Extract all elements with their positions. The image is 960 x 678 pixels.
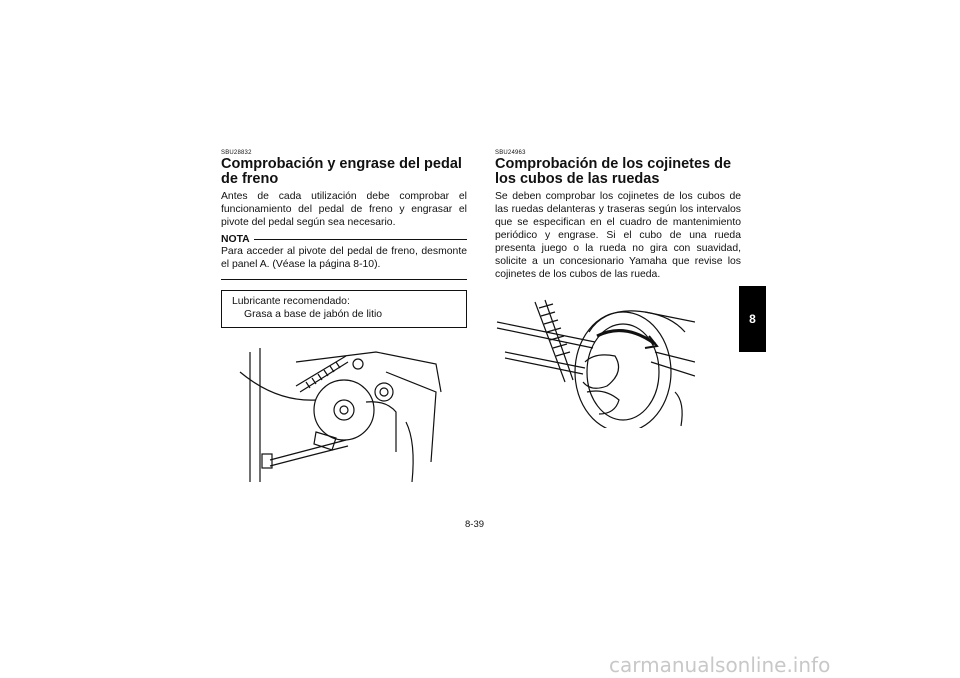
page-number: 8-39 <box>465 519 485 530</box>
watermark: carmanualsonline.info <box>609 653 831 677</box>
section-code: SBU24963 <box>495 150 526 156</box>
right-column <box>495 150 741 281</box>
nota-end-rule <box>221 279 467 280</box>
left-column <box>221 150 467 328</box>
chapter-tab: 8 <box>739 286 766 352</box>
brake-pedal-illustration <box>236 342 446 484</box>
wheel-bearings-body: Se deben comprobar los cojinetes de los cubos de las ruedas delanteras y traseras según los intervalos que se especifican en el cuadro de mantenimiento periódico y engrase. Si el cubo de una rueda presenta juego o la rueda no gira con suavidad, solicite a un concesionario Yamaha que revise los cojinetes de los cubos de las rueda. <box>495 191 741 280</box>
section-title-wheel-bearings: Comprobación de los cojinetes de los cubos de las ruedas <box>495 156 732 187</box>
nota-header <box>221 234 467 245</box>
nota-label: NOTA <box>221 234 250 245</box>
lubricant-box <box>221 290 467 328</box>
wheel-bearing-illustration <box>495 292 695 428</box>
brake-pedal-body: Antes de cada utilización debe comprobar el funcionamiento del pedal de freno y engrasar el pivote del pedal según sea necesario. <box>221 191 467 228</box>
section-code: SBU28832 <box>221 150 252 156</box>
nota-rule <box>254 239 467 240</box>
lubricant-label: Lubricante recomendado: <box>232 296 350 307</box>
nota-text: Para acceder al pivote del pedal de freno, desmonte el panel A. (Véase la página 8-10). <box>221 246 467 270</box>
lubricant-value: Grasa a base de jabón de litio <box>244 309 383 320</box>
section-title-brake-pedal: Comprobación y engrase del pedal de freno <box>221 156 462 187</box>
